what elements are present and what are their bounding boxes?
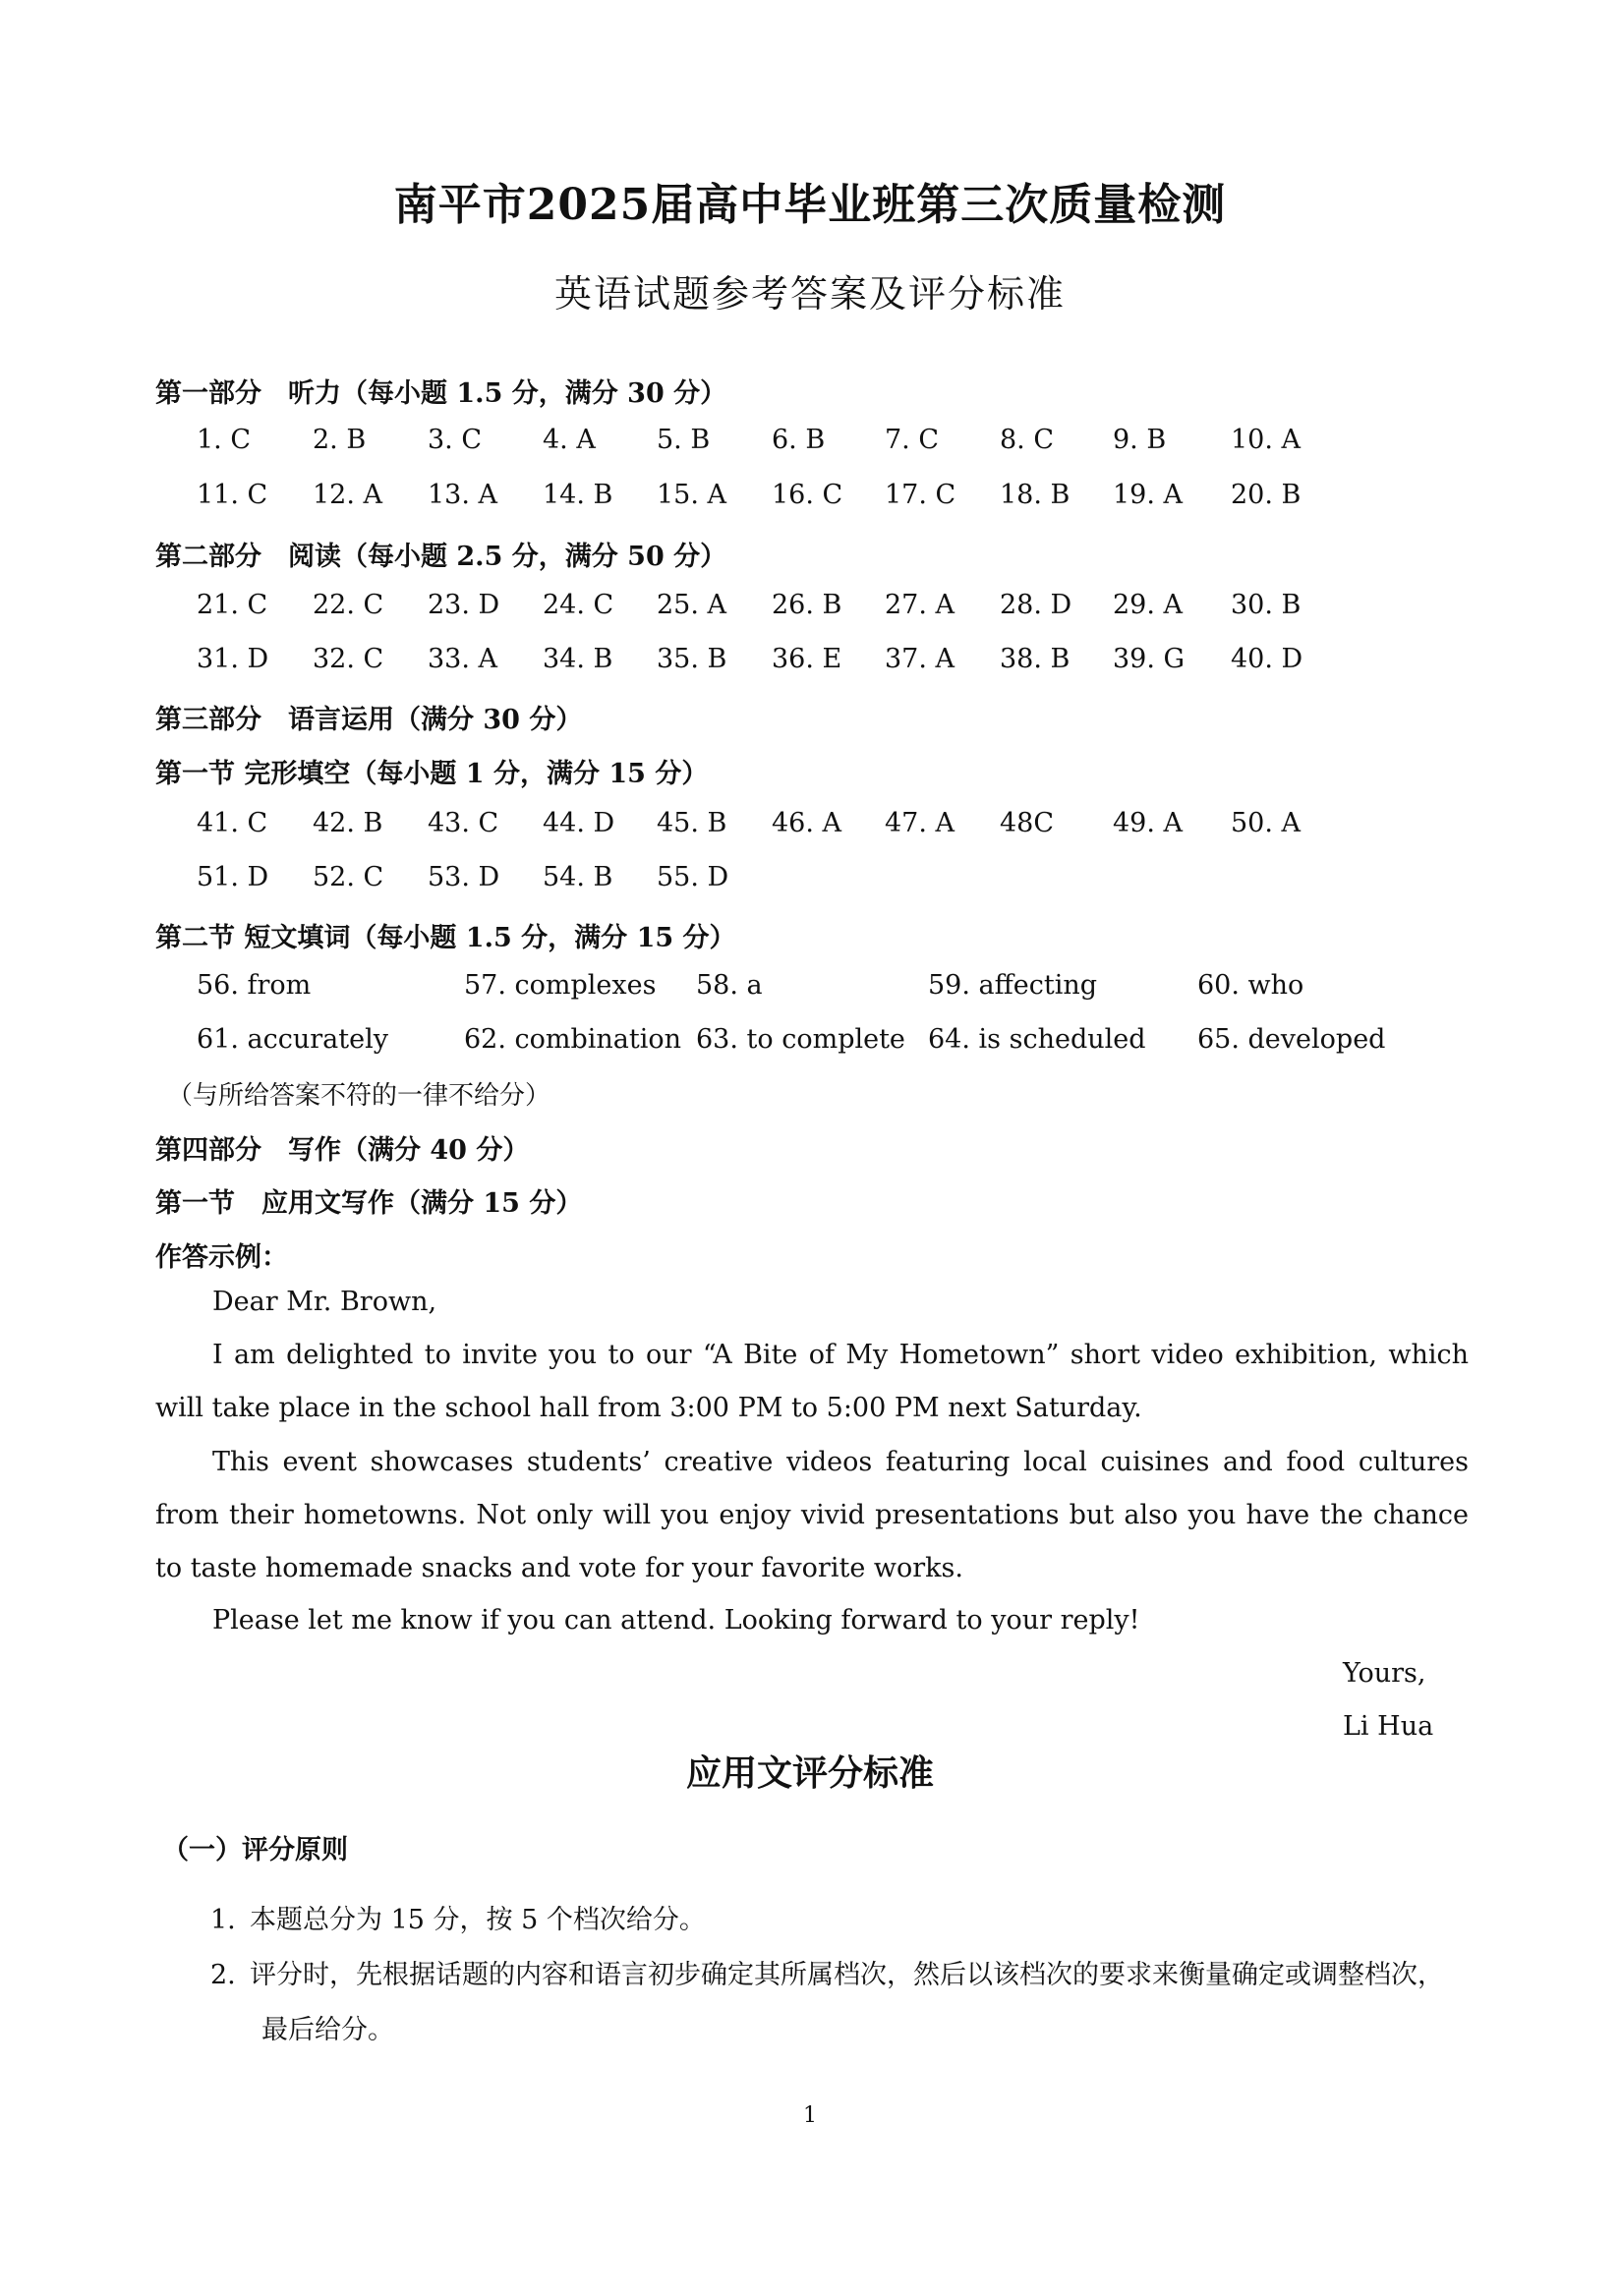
answer-item: 19. A bbox=[1113, 480, 1184, 510]
answer-item: 31. D bbox=[197, 644, 269, 674]
answer-item: 47. A bbox=[885, 808, 955, 838]
letter-greeting: Dear Mr. Brown, bbox=[212, 1287, 437, 1317]
answer-item: 20. B bbox=[1231, 480, 1302, 510]
answer-item: 8. C bbox=[1000, 425, 1055, 455]
answer-item: 48C bbox=[1000, 808, 1055, 838]
fill-answer-item: 63. to complete bbox=[696, 1024, 905, 1055]
part3-heading: 第三部分 语言运用（满分 30 分） bbox=[155, 705, 583, 735]
answer-item: 53. D bbox=[428, 862, 500, 892]
fill-answer-item: 60. who bbox=[1197, 970, 1304, 1001]
answer-item: 55. D bbox=[657, 862, 729, 892]
answer-item: 9. B bbox=[1113, 425, 1167, 455]
fill-answer-item: 57. complexes bbox=[464, 970, 657, 1001]
answer-item: 2. B bbox=[313, 425, 367, 455]
page-number: 1 bbox=[803, 2103, 817, 2128]
letter-paragraph: I am delighted to invite you to our “A Bite of My Hometown” short video exhibition, which will take place in the school hall from 3:00 PM to 5:00 PM next Saturday. bbox=[155, 1340, 1469, 1423]
answer-row bbox=[0, 590, 1620, 629]
answer-row bbox=[0, 425, 1620, 464]
answer-item: 4. A bbox=[543, 425, 596, 455]
answer-item: 52. C bbox=[313, 862, 384, 892]
part4-heading: 第四部分 写作（满分 40 分） bbox=[155, 1135, 530, 1166]
part2-heading: 第二部分 阅读（每小题 2.5 分，满分 50 分） bbox=[155, 542, 727, 572]
principle-number: 1. bbox=[210, 1905, 236, 1935]
answer-item: 43. C bbox=[428, 808, 499, 838]
answer-item: 28. D bbox=[1000, 590, 1072, 620]
answer-item: 37. A bbox=[885, 644, 955, 674]
answer-item: 46. A bbox=[772, 808, 842, 838]
answer-item: 30. B bbox=[1231, 590, 1302, 620]
answer-item: 13. A bbox=[428, 480, 498, 510]
part1-heading: 第一部分 听力（每小题 1.5 分，满分 30 分） bbox=[155, 378, 727, 409]
answer-item: 39. G bbox=[1113, 644, 1186, 674]
principles-heading: （一）评分原则 bbox=[162, 1835, 348, 1866]
scoring-note: （与所给答案不符的一律不给分） bbox=[167, 1081, 551, 1111]
answer-item: 24. C bbox=[543, 590, 614, 620]
answer-item: 16. C bbox=[772, 480, 843, 510]
fill-answer-row bbox=[0, 1024, 1620, 1063]
answer-item: 11. C bbox=[197, 480, 268, 510]
criteria-heading: 应用文评分标准 bbox=[685, 1752, 934, 1794]
answer-item: 7. C bbox=[885, 425, 940, 455]
answer-item: 10. A bbox=[1231, 425, 1302, 455]
answer-item: 25. A bbox=[657, 590, 727, 620]
fill-answer-item: 64. is scheduled bbox=[928, 1024, 1146, 1055]
answer-item: 5. B bbox=[657, 425, 711, 455]
fill-answer-item: 59. affecting bbox=[928, 970, 1098, 1001]
principle-item bbox=[250, 1948, 1469, 2058]
answer-item: 27. A bbox=[885, 590, 955, 620]
fill-answer-item: 62. combination bbox=[464, 1024, 682, 1055]
answer-item: 44. D bbox=[543, 808, 615, 838]
answer-item: 36. E bbox=[772, 644, 842, 674]
answer-item: 18. B bbox=[1000, 480, 1070, 510]
principle-item-text: 评分时，先根据话题的内容和语言初步确定其所属档次，然后以该档次的要求来衡量确定或调整档次，最后给分。 bbox=[250, 1960, 1444, 2045]
document-title: 南平市2025届高中毕业班第三次质量检测 bbox=[393, 180, 1227, 230]
fill-answer-item: 61. accurately bbox=[197, 1024, 388, 1055]
answer-item: 23. D bbox=[428, 590, 500, 620]
answer-item: 35. B bbox=[657, 644, 727, 674]
answer-item: 29. A bbox=[1113, 590, 1184, 620]
principle-number: 2. bbox=[210, 1960, 236, 1990]
document-subtitle: 英语试题参考答案及评分标准 bbox=[553, 272, 1066, 316]
answer-item: 41. C bbox=[197, 808, 268, 838]
fill-answer-row bbox=[0, 970, 1620, 1009]
letter-closing: Yours, bbox=[1343, 1658, 1426, 1689]
part3-section2-heading: 第二节 短文填词（每小题 1.5 分，满分 15 分） bbox=[155, 923, 736, 953]
answer-item: 42. B bbox=[313, 808, 383, 838]
answer-item: 15. A bbox=[657, 480, 727, 510]
fill-answer-item: 65. developed bbox=[1197, 1024, 1386, 1055]
answer-item: 45. B bbox=[657, 808, 727, 838]
letter-signature: Li Hua bbox=[1343, 1711, 1434, 1742]
answer-item: 40. D bbox=[1231, 644, 1303, 674]
answer-item: 21. C bbox=[197, 590, 268, 620]
answer-item: 6. B bbox=[772, 425, 826, 455]
letter-paragraph: Please let me know if you can attend. Looking forward to your reply! bbox=[212, 1605, 1140, 1636]
answer-item: 51. D bbox=[197, 862, 269, 892]
answer-item: 17. C bbox=[885, 480, 956, 510]
answer-item: 22. C bbox=[313, 590, 384, 620]
answer-row bbox=[0, 644, 1620, 683]
answer-item: 12. A bbox=[313, 480, 383, 510]
answer-item: 33. A bbox=[428, 644, 498, 674]
answer-item: 34. B bbox=[543, 644, 613, 674]
answer-row bbox=[0, 862, 1620, 901]
answer-item: 38. B bbox=[1000, 644, 1070, 674]
fill-answer-item: 58. a bbox=[696, 970, 763, 1001]
answer-item: 50. A bbox=[1231, 808, 1302, 838]
sample-label: 作答示例： bbox=[155, 1242, 288, 1273]
answer-item: 3. C bbox=[428, 425, 483, 455]
answer-item: 49. A bbox=[1113, 808, 1184, 838]
answer-item: 1. C bbox=[197, 425, 252, 455]
fill-answer-item: 56. from bbox=[197, 970, 312, 1001]
principle-item: 本题总分为 15 分，按 5 个档次给分。 bbox=[250, 1905, 706, 1935]
answer-item: 26. B bbox=[772, 590, 842, 620]
answer-item: 14. B bbox=[543, 480, 613, 510]
part4-section1-heading: 第一节 应用文写作（满分 15 分） bbox=[155, 1188, 583, 1219]
part3-section1-heading: 第一节 完形填空（每小题 1 分，满分 15 分） bbox=[155, 759, 709, 789]
letter-paragraph: This event showcases students’ creative videos featuring local cuisines and food cultures from their hometowns. Not only will you enjoy vivid presentations but also you have the chance to taste homemade snacks and vote for your favorite works. bbox=[155, 1447, 1469, 1583]
answer-row bbox=[0, 808, 1620, 847]
answer-item: 32. C bbox=[313, 644, 384, 674]
answer-row bbox=[0, 480, 1620, 519]
answer-item: 54. B bbox=[543, 862, 613, 892]
